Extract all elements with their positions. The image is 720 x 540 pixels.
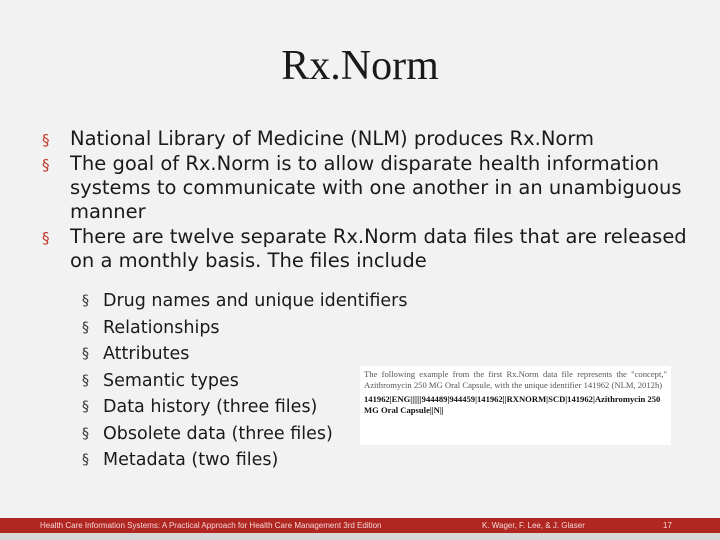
example-description: The following example from the first Rx.Norm data file represents the "concept," Azithromycin 250 MG Oral Capsule, with the unique identifier 141962 (NLM, 2012h) <box>364 369 667 390</box>
bullet-marker: § <box>82 372 89 389</box>
bullet-text: National Library of Medicine (NLM) produces Rx.Norm <box>70 127 595 150</box>
main-bullet-list <box>42 127 692 274</box>
sub-bullet-text: Relationships <box>103 317 220 338</box>
sub-bullet-text: Obsolete data (three files) <box>103 423 333 444</box>
bullet-item <box>42 127 692 151</box>
sub-bullet-item <box>82 447 362 474</box>
sub-bullet-list <box>82 288 408 474</box>
sub-bullet-text: Semantic types <box>103 370 239 391</box>
bullet-item <box>42 225 692 273</box>
bullet-marker: § <box>42 156 50 174</box>
sub-bullet-item <box>82 368 362 395</box>
footer-authors: K. Wager, F. Lee, & J. Glaser <box>482 521 585 530</box>
example-excerpt-image <box>360 366 671 445</box>
sub-bullet-item <box>82 421 362 448</box>
footer-bar <box>0 518 720 533</box>
footer-book-title: Health Care Information Systems: A Practical Approach for Health Care Management 3rd Edition <box>40 521 382 530</box>
bullet-marker: § <box>82 425 89 442</box>
sub-bullet-text: Drug names and unique identifiers <box>103 291 408 311</box>
sub-bullet-text: Attributes <box>103 344 190 364</box>
sub-bullet-text: Metadata (two files) <box>103 450 279 470</box>
sub-bullet-text: Data history (three files) <box>103 397 318 417</box>
slide-title: Rx.Norm <box>281 43 439 89</box>
bullet-marker: § <box>82 452 89 468</box>
sub-bullet-item <box>82 394 362 421</box>
bullet-marker: § <box>82 346 89 362</box>
bullet-marker: § <box>42 131 50 149</box>
footer-page-number: 17 <box>663 521 672 530</box>
bullet-marker: § <box>82 293 89 309</box>
example-record: 141962|ENG||||||944489|944459|141962||RXNORM|SCD|141962|Azithromycin 250 MG Oral Capsule||N|| <box>364 394 661 415</box>
bullet-item <box>42 152 692 224</box>
bullet-marker: § <box>82 399 89 415</box>
sub-bullet-item <box>82 341 362 368</box>
sub-bullet-item <box>82 315 362 342</box>
bullet-text: There are twelve separate Rx.Norm data files that are released on a monthly basis. The files include <box>70 225 687 272</box>
bottom-band <box>0 533 720 540</box>
sub-bullet-item <box>82 288 408 315</box>
bullet-marker: § <box>42 229 50 247</box>
bullet-marker: § <box>82 319 89 336</box>
bullet-text: The goal of Rx.Norm is to allow disparate health information systems to communicate with one another in an unambiguous manner <box>70 152 682 223</box>
